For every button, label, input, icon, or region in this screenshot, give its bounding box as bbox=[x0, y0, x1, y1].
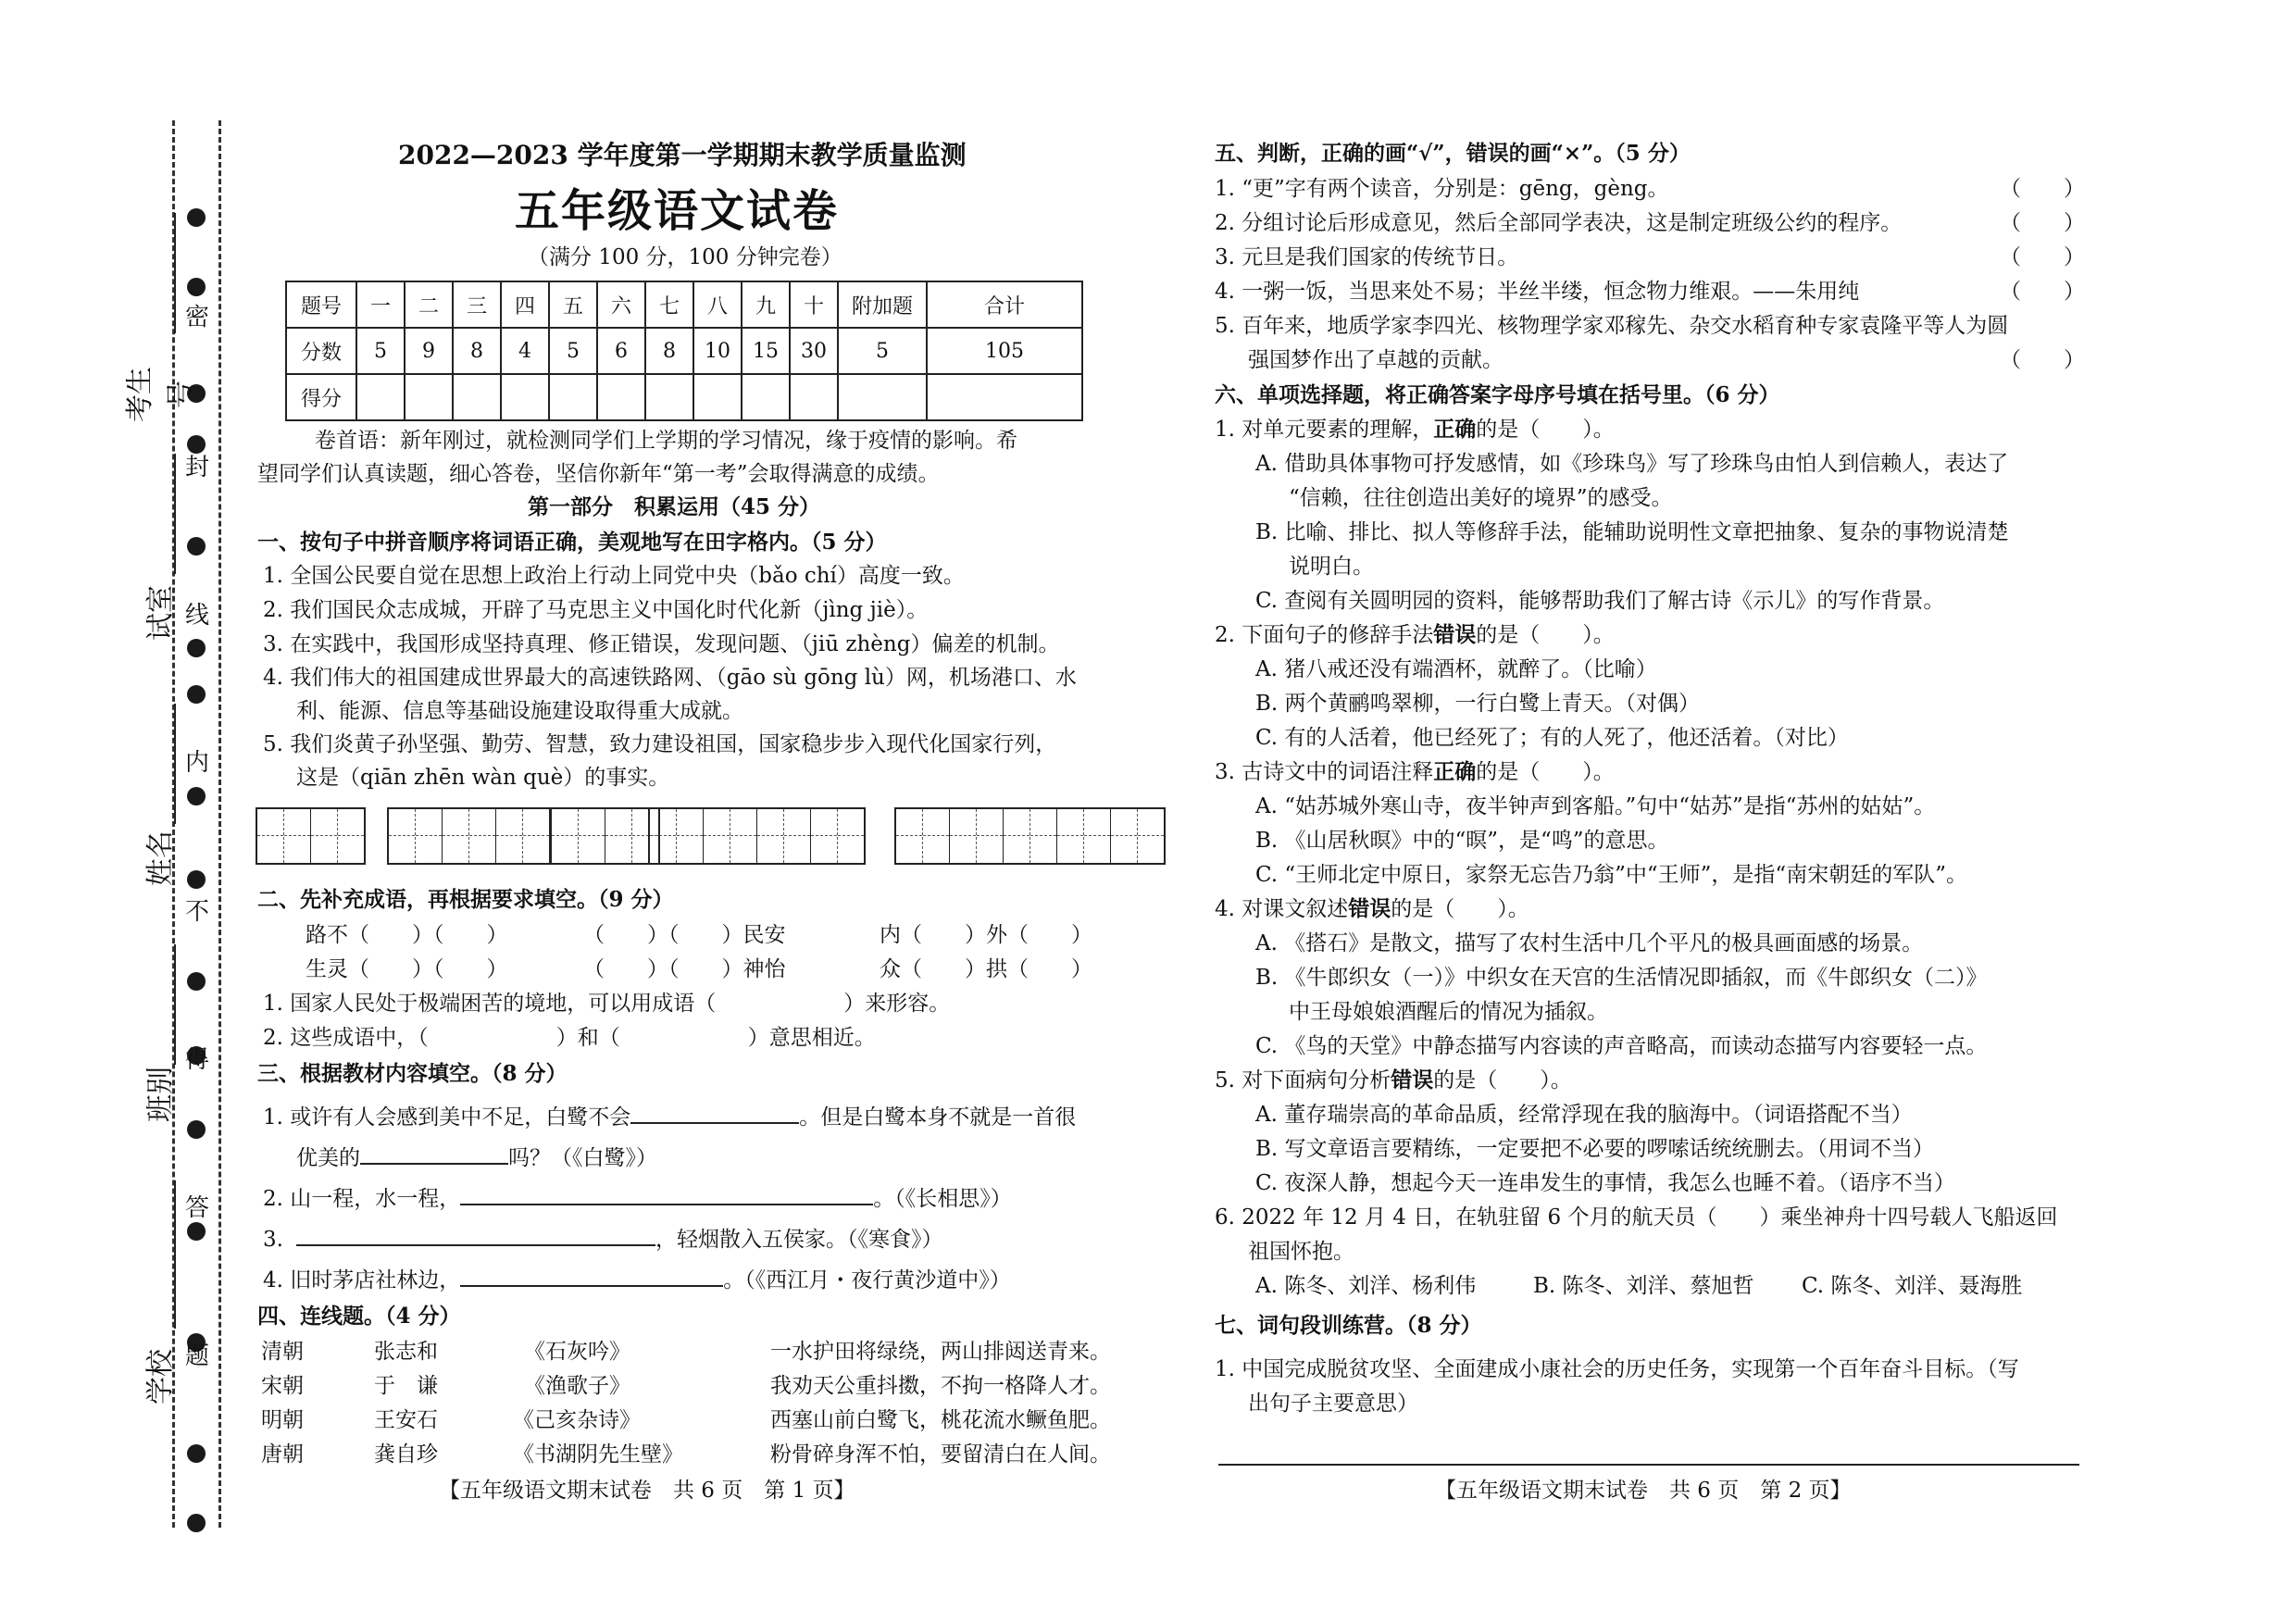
q5-line: 2. 分组讨论后形成意见，然后全部同学表决，这是制定班级公约的程序。 bbox=[1215, 211, 1903, 235]
score-cell[interactable] bbox=[927, 374, 1082, 420]
q3-text: 2. 山一程，水一程， bbox=[263, 1187, 461, 1211]
name-field[interactable] bbox=[174, 704, 176, 824]
q6-option[interactable]: B. 比喻、排比、拟人等修辞手法，能辅助说明性文章把抽象、复杂的事物说清楚 bbox=[1255, 520, 2009, 544]
q1-line: 这是（qiān zhēn wàn què）的事实。 bbox=[296, 766, 670, 790]
q2-title: 二、先补充成语，再根据要求填空。（9 分） bbox=[257, 887, 674, 912]
score-cell[interactable] bbox=[597, 374, 645, 420]
match-work[interactable]: 《书湖阴先生壁》 bbox=[513, 1442, 683, 1467]
score-cell[interactable] bbox=[838, 374, 927, 420]
score-table-col: 一 bbox=[356, 281, 405, 328]
score-table-points: 5 bbox=[838, 328, 927, 374]
q6-option[interactable]: C. 有的人活着，他已经死了；有的人死了，他还活着。（对比） bbox=[1255, 726, 1849, 750]
score-table-points: 9 bbox=[405, 328, 453, 374]
q5-line: 1. “更”字有两个读音，分别是：gēng，gèng。 bbox=[1215, 177, 1669, 201]
tianzige-answer-4[interactable] bbox=[648, 807, 866, 865]
binding-hole bbox=[187, 208, 206, 227]
q1-line: 5. 我们炎黄子孙坚强、勤劳、智慧，致力建设祖国，国家稳步步入现代化国家行列， bbox=[263, 732, 1057, 756]
q6-option[interactable]: B. 《牛郎织女（一）》中织女在天宫的生活情况即插叙，而《牛郎织女（二）》 bbox=[1255, 966, 1988, 990]
match-author[interactable]: 张志和 bbox=[374, 1340, 438, 1364]
q6-option[interactable]: C. 《鸟的天堂》中静态描写内容读的声音略高，而读动态描写内容要轻一点。 bbox=[1255, 1034, 1988, 1058]
q5-line: 强国梦作出了卓越的贡献。 bbox=[1248, 348, 1504, 372]
seal-char: 线 bbox=[184, 602, 209, 630]
q6-stem-key: 正确 bbox=[1433, 759, 1477, 784]
score-table-points: 15 bbox=[742, 328, 790, 374]
match-verse[interactable]: 我劝天公重抖擞，不拘一格降人才。 bbox=[770, 1374, 1111, 1398]
q3-text: 。但是白鹭本身不就是一首很 bbox=[799, 1105, 1077, 1130]
match-dynasty[interactable]: 唐朝 bbox=[261, 1442, 304, 1467]
q6-option[interactable]: C. “王师北定中原日，家祭无忘告乃翁”中“王师”，是指“南宋朝廷的军队”。 bbox=[1255, 863, 1967, 887]
score-table bbox=[285, 281, 1083, 421]
q3-answer-blank[interactable] bbox=[460, 1183, 873, 1205]
q6-stem-text: 的是（ ）。 bbox=[1476, 623, 1615, 647]
preface-line: 卷首语：新年刚过，就检测同学们上学期的学习情况，缘于疫情的影响。希 bbox=[315, 429, 1017, 453]
score-table-points: 10 bbox=[693, 328, 742, 374]
q3-answer-blank[interactable] bbox=[630, 1102, 799, 1124]
score-cell[interactable] bbox=[501, 374, 549, 420]
q6-stem-key: 正确 bbox=[1433, 417, 1477, 442]
match-work[interactable]: 《渔歌子》 bbox=[524, 1374, 630, 1398]
score-table-col: 合计 bbox=[927, 281, 1082, 328]
q7-line: 1. 中国完成脱贫攻坚、全面建成小康社会的历史任务，实现第一个百年奋斗目标。（写 bbox=[1215, 1357, 2019, 1381]
q7-line: 出句子主要意思） bbox=[1248, 1392, 1418, 1416]
q5-answer-paren[interactable]: （ ） bbox=[2000, 177, 2085, 201]
score-cell[interactable] bbox=[549, 374, 597, 420]
q1-line: 2. 我们国民众志成城，开辟了马克思主义中国化时代化新（jìng jiè）。 bbox=[263, 598, 929, 622]
school-field[interactable] bbox=[174, 1180, 176, 1329]
field-label-class: 班别 bbox=[144, 1067, 177, 1122]
q1-line: 1. 全国公民要自觉在思想上政治上行动上同党中央（bǎo chí）高度一致。 bbox=[263, 564, 965, 588]
q6-title: 六、单项选择题，将正确答案字母序号填在括号里。（6 分） bbox=[1215, 382, 1780, 407]
binding-hole bbox=[187, 537, 206, 556]
tianzige-answer-1[interactable] bbox=[256, 807, 366, 865]
q1-line: 4. 我们伟大的祖国建成世界最大的高速铁路网、（gāo sù gōng lù）网，机场港口、水 bbox=[263, 666, 1077, 690]
field-label-exam-number: 考生号 bbox=[124, 367, 197, 422]
q1-line: 利、能源、信息等基础设施建设取得重大成就。 bbox=[296, 699, 743, 723]
q3-text: 。（《西江月・夜行黄沙道中》） bbox=[723, 1268, 1011, 1292]
q3-line-1b bbox=[296, 1142, 657, 1173]
q7-title: 七、词句段训练营。（8 分） bbox=[1215, 1313, 1482, 1338]
exam-room-field[interactable] bbox=[174, 454, 176, 574]
q6-stem-text: 的是（ ）。 bbox=[1433, 1068, 1572, 1092]
score-table-col: 四 bbox=[501, 281, 549, 328]
q3-line-1 bbox=[263, 1102, 1076, 1132]
exam-main-title: 五年级语文试卷 bbox=[515, 185, 840, 237]
score-table-col: 八 bbox=[693, 281, 742, 328]
score-table-col: 十 bbox=[790, 281, 838, 328]
q5-answer-paren[interactable]: （ ） bbox=[2000, 280, 2085, 304]
q6-stem-text: 3. 古诗文中的词语注释 bbox=[1215, 760, 1434, 784]
q5-answer-paren[interactable]: （ ） bbox=[2000, 211, 2085, 235]
q6-option[interactable]: B. 陈冬、刘洋、蔡旭哲 bbox=[1533, 1274, 1754, 1298]
idiom-blank[interactable]: 生灵（ ）（ ） bbox=[306, 957, 508, 981]
q1-line: 3. 在实践中，我国形成坚持真理、修正错误，发现问题、（jiū zhèng）偏差的机制。 bbox=[263, 632, 1060, 656]
score-table-points: 5 bbox=[549, 328, 597, 374]
score-table-col: 二 bbox=[405, 281, 453, 328]
q6-stem-text: 5. 对下面病句分析 bbox=[1215, 1068, 1391, 1092]
tianzige-answer-3[interactable] bbox=[550, 807, 660, 865]
field-label-school: 学校 bbox=[144, 1349, 177, 1405]
q6-option[interactable]: A. “姑苏城外寒山寺，夜半钟声到客船。”句中“姑苏”是指“苏州的姑姑”。 bbox=[1255, 794, 1936, 818]
score-cell[interactable] bbox=[645, 374, 693, 420]
q5-answer-paren[interactable]: （ ） bbox=[2000, 245, 2085, 269]
q3-line-2 bbox=[263, 1183, 1012, 1214]
binding-hole bbox=[187, 1120, 206, 1139]
match-verse[interactable]: 一水护田将绿绕，两山排闼送青来。 bbox=[770, 1340, 1111, 1364]
q6-option[interactable]: B. 《山居秋暝》中的“暝”，是“鸣”的意思。 bbox=[1255, 829, 1669, 853]
q6-option[interactable]: A. 《搭石》是散文，描写了农村生活中几个平凡的极具画面感的场景。 bbox=[1255, 931, 1924, 955]
q6-option[interactable]: B. 两个黄鹂鸣翠柳，一行白鹭上青天。（对偶） bbox=[1255, 692, 1701, 716]
q6-stem-text: 1. 对单元要素的理解， bbox=[1215, 418, 1434, 442]
q3-text: 4. 旧时茅店社林边， bbox=[263, 1268, 461, 1292]
seal-char: 题 bbox=[184, 1342, 209, 1370]
seal-char: 内 bbox=[184, 749, 209, 777]
score-table-col: 三 bbox=[453, 281, 501, 328]
q6-option[interactable]: A. 借助具体事物可抒发感情，如《珍珠鸟》写了珍珠鸟由怕人到信赖人，表达了 bbox=[1255, 452, 2009, 476]
q6-option[interactable]: A. 猪八戒还没有端酒杯，就醉了。（比喻） bbox=[1255, 657, 1657, 681]
q6-stem-text: 的是（ ）。 bbox=[1476, 760, 1615, 784]
match-author[interactable]: 王安石 bbox=[374, 1408, 438, 1432]
exam-year-title: 2022—2023 学年度第一学期期末教学质量监测 bbox=[398, 140, 967, 170]
score-cell[interactable] bbox=[790, 374, 838, 420]
score-table-points: 5 bbox=[356, 328, 405, 374]
score-table-points: 8 bbox=[645, 328, 693, 374]
idiom-blank[interactable]: 众（ ）拱（ ） bbox=[880, 957, 1092, 981]
score-table-row-label: 题号 bbox=[286, 281, 356, 328]
q6-option[interactable]: A. 陈冬、刘洋、杨利伟 bbox=[1255, 1274, 1477, 1298]
q3-answer-blank[interactable] bbox=[360, 1142, 508, 1165]
score-cell[interactable] bbox=[453, 374, 501, 420]
seal-char: 答 bbox=[184, 1194, 209, 1222]
q6-stem bbox=[1215, 620, 1615, 650]
q1-title: 一、按句子中拼音顺序将词语正确，美观地写在田字格内。（5 分） bbox=[257, 530, 887, 555]
score-table-points: 105 bbox=[927, 328, 1082, 374]
q6-option[interactable]: C. 查阅有关圆明园的资料，能够帮助我们了解古诗《示儿》的写作背景。 bbox=[1255, 589, 1945, 613]
score-table-col: 七 bbox=[645, 281, 693, 328]
field-label-exam-room: 试室 bbox=[144, 585, 177, 641]
match-work[interactable]: 《石灰吟》 bbox=[524, 1340, 630, 1364]
score-cell[interactable] bbox=[356, 374, 405, 420]
q3-line-3 bbox=[263, 1224, 942, 1255]
q6-option-cont: “信赖，往往创造出美好的境界”的感受。 bbox=[1289, 486, 1673, 510]
binding-hole bbox=[187, 787, 206, 805]
seal-char: 不 bbox=[184, 898, 209, 926]
score-table-header-row bbox=[286, 281, 1082, 328]
binding-hole bbox=[187, 1514, 206, 1532]
q6-stem-key: 错误 bbox=[1348, 896, 1391, 921]
q3-text: 1. 或许有人会感到美中不足，白鹭不会 bbox=[263, 1105, 631, 1130]
binding-hole bbox=[187, 639, 206, 657]
q6-stem bbox=[1215, 757, 1615, 787]
binding-hole bbox=[187, 1444, 206, 1463]
q3-answer-blank[interactable] bbox=[296, 1224, 655, 1246]
match-dynasty[interactable]: 宋朝 bbox=[261, 1374, 304, 1398]
binding-hole bbox=[187, 1222, 206, 1241]
match-verse[interactable]: 粉骨碎身浑不怕，要留清白在人间。 bbox=[770, 1442, 1111, 1467]
q3-text: 吗？（《白鹭》） bbox=[508, 1146, 657, 1170]
binding-hole bbox=[187, 972, 206, 991]
idiom-blank[interactable]: （ ）（ ）民安 bbox=[583, 923, 786, 947]
q3-text: 优美的 bbox=[296, 1146, 360, 1170]
q6-stem-text: 的是（ ）。 bbox=[1391, 897, 1529, 921]
q5-line: 3. 元旦是我们国家的传统节日。 bbox=[1215, 245, 1519, 269]
q5-answer-paren[interactable]: （ ） bbox=[2000, 348, 2085, 372]
q6-option[interactable]: C. 陈冬、刘洋、聂海胜 bbox=[1802, 1274, 2023, 1298]
score-table-points: 8 bbox=[453, 328, 501, 374]
q3-line-4 bbox=[263, 1265, 1011, 1295]
binding-hole bbox=[187, 870, 206, 889]
q5-line: 4. 一粥一饭，当思来处不易；半丝半缕，恒念物力维艰。——朱用纯 bbox=[1215, 280, 1860, 304]
score-table-points-row bbox=[286, 328, 1082, 374]
score-table-earned-row bbox=[286, 374, 1082, 420]
match-dynasty[interactable]: 清朝 bbox=[261, 1340, 304, 1364]
match-author[interactable]: 龚自珍 bbox=[374, 1442, 438, 1467]
dashed-cut-line-inner bbox=[218, 120, 221, 1528]
q5-line: 5. 百年来，地质学家李四光、核物理学家邓稼先、杂交水稻育种专家袁隆平等人为圆 bbox=[1215, 314, 2009, 338]
idiom-blank[interactable]: 内（ ）外（ ） bbox=[880, 923, 1092, 947]
q5-title: 五、判断，正确的画“√”，错误的画“×”。（5 分） bbox=[1215, 141, 1691, 166]
q6-stem-text: 2. 下面句子的修辞手法 bbox=[1215, 623, 1434, 647]
match-dynasty[interactable]: 明朝 bbox=[261, 1408, 304, 1432]
q3-text: 3. bbox=[263, 1228, 283, 1252]
page-footer-1: 【五年级语文期末试卷 共 6 页 第 1 页】 bbox=[439, 1479, 855, 1503]
score-cell[interactable] bbox=[693, 374, 742, 420]
idiom-blank[interactable]: （ ）（ ）神怡 bbox=[583, 957, 786, 981]
score-table-row-label: 得分 bbox=[286, 374, 356, 420]
preface-line: 望同学们认真读题，细心答卷，坚信你新年“第一考”会取得满意的成绩。 bbox=[257, 462, 940, 486]
q6-stem-text: 的是（ ）。 bbox=[1476, 418, 1615, 442]
tianzige-answer-2[interactable] bbox=[387, 807, 551, 865]
match-author[interactable]: 于 谦 bbox=[374, 1374, 438, 1398]
exam-number-field[interactable] bbox=[174, 213, 176, 333]
match-verse[interactable]: 西塞山前白鹭飞，桃花流水鳜鱼肥。 bbox=[770, 1408, 1111, 1432]
seal-char: 密 bbox=[184, 304, 209, 331]
score-table-points: 4 bbox=[501, 328, 549, 374]
q6-stem-key: 错误 bbox=[1391, 1067, 1434, 1092]
seal-char: 得 bbox=[184, 1046, 209, 1074]
q6-stem: 6. 2022 年 12 月 4 日，在轨驻留 6 个月的航天员（ ）乘坐神舟十四号载人飞船返回 bbox=[1215, 1205, 2058, 1230]
field-label-name: 姓名 bbox=[144, 830, 177, 886]
q4-title: 四、连线题。（4 分） bbox=[257, 1304, 461, 1329]
score-table-col: 九 bbox=[742, 281, 790, 328]
exam-sub-title: （满分 100 分，100 分钟完卷） bbox=[528, 245, 842, 269]
q6-option-cont: 中王母娘娘酒醒后的情况为插叙。 bbox=[1289, 1000, 1608, 1024]
class-field[interactable] bbox=[174, 944, 176, 1065]
idiom-blank[interactable]: 路不（ ）（ ） bbox=[306, 923, 508, 947]
q7-answer-line[interactable] bbox=[1218, 1464, 2079, 1466]
tianzige-answer-5[interactable] bbox=[894, 807, 1166, 865]
q6-stem-key: 错误 bbox=[1433, 622, 1477, 647]
q3-text: ，轻烟散入五侯家。（《寒食》） bbox=[655, 1228, 943, 1252]
score-table-points: 6 bbox=[597, 328, 645, 374]
score-table-row-label: 分数 bbox=[286, 328, 356, 374]
score-cell[interactable] bbox=[405, 374, 453, 420]
score-table-col: 五 bbox=[549, 281, 597, 328]
binding-hole bbox=[187, 278, 206, 296]
q6-stem-cont: 祖国怀抱。 bbox=[1248, 1240, 1354, 1264]
q6-stem bbox=[1215, 415, 1615, 444]
binding-hole bbox=[187, 685, 206, 704]
q6-stem bbox=[1215, 894, 1529, 924]
q6-stem bbox=[1215, 1066, 1572, 1095]
q3-text: 。（《长相思》） bbox=[873, 1187, 1012, 1211]
score-table-col: 附加题 bbox=[838, 281, 927, 328]
score-cell[interactable] bbox=[742, 374, 790, 420]
q3-title: 三、根据教材内容填空。（8 分） bbox=[257, 1061, 568, 1086]
q6-option[interactable]: C. 夜深人静，想起今天一连串发生的事情，我怎么也睡不着。（语序不当） bbox=[1255, 1171, 1955, 1195]
part1-title: 第一部分 积累运用（45 分） bbox=[528, 494, 821, 519]
q6-option[interactable]: A. 董存瑞崇高的革命品质，经常浮现在我的脑海中。（词语搭配不当） bbox=[1255, 1103, 1913, 1127]
match-work[interactable]: 《己亥杂诗》 bbox=[513, 1408, 641, 1432]
q6-option[interactable]: B. 写文章语言要精练，一定要把不必要的啰嗦话统统删去。（用词不当） bbox=[1255, 1137, 1935, 1161]
q6-stem-text: 4. 对课文叙述 bbox=[1215, 897, 1349, 921]
q2-line: 2. 这些成语中，（ ）和（ ）意思相近。 bbox=[263, 1026, 876, 1050]
page-footer-2: 【五年级语文期末试卷 共 6 页 第 2 页】 bbox=[1435, 1479, 1852, 1503]
seal-char: 封 bbox=[184, 454, 209, 481]
q6-option-cont: 说明白。 bbox=[1289, 555, 1374, 579]
q2-line: 1. 国家人民处于极端困苦的境地，可以用成语（ ）来形容。 bbox=[263, 992, 951, 1016]
q3-answer-blank[interactable] bbox=[460, 1265, 723, 1287]
score-table-col: 六 bbox=[597, 281, 645, 328]
score-table-points: 30 bbox=[790, 328, 838, 374]
